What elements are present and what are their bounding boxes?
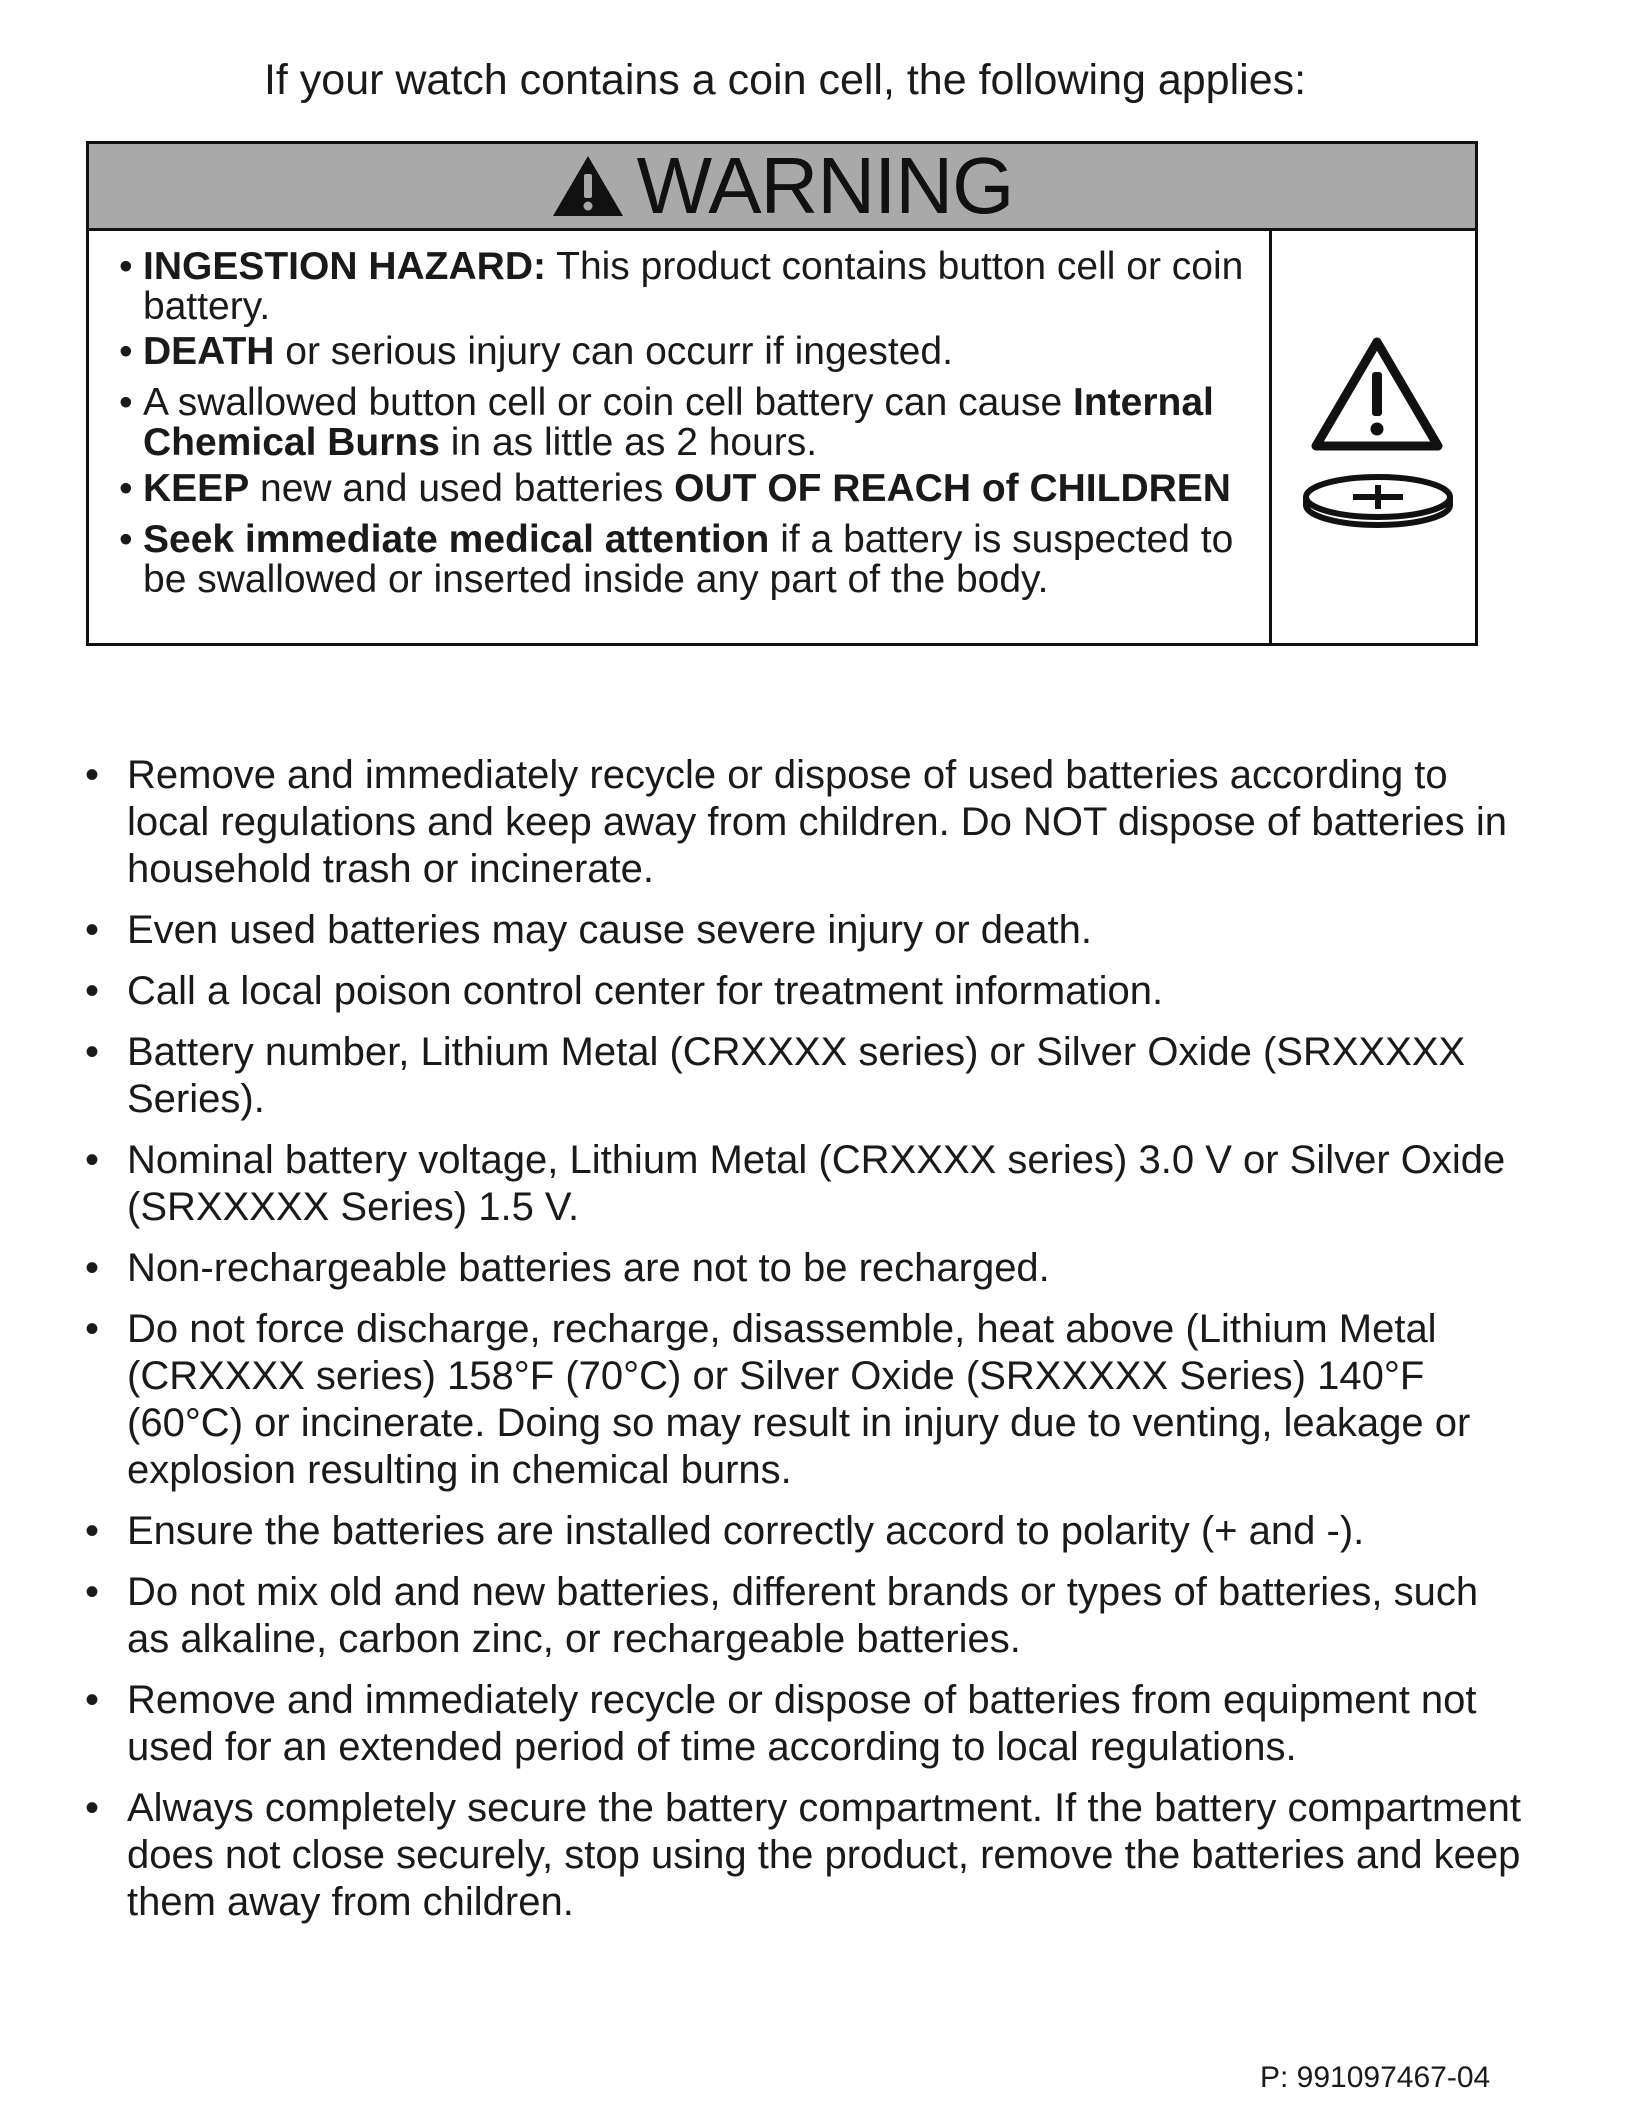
- warning-item-ingestion: • INGESTION HAZARD: This product contains button cell or coin battery.: [119, 245, 1244, 328]
- coin-battery-icon: [1301, 471, 1455, 529]
- list-item: • Battery number, Lithium Metal (CRXXXX series) or Silver Oxide (SRXXXXX Series).: [85, 1030, 1466, 1121]
- warning-title: WARNING: [636, 141, 1014, 230]
- warning-item-keep-away: • KEEP new and used batteries OUT OF REACH of CHILDREN: [119, 467, 1231, 510]
- list-item: • Non-rechargeable batteries are not to be recharged.: [85, 1246, 1050, 1290]
- battery-safety-list: [85, 752, 1525, 1940]
- list-item: • Remove and immediately recycle or dispose of batteries from equipment not used for an extended period of time according to local regulations.: [85, 1678, 1477, 1769]
- list-item: • Even used batteries may cause severe injury or death.: [85, 908, 1092, 952]
- list-item: • Ensure the batteries are installed correctly accord to polarity (+ and -).: [85, 1509, 1365, 1553]
- warning-box: [86, 141, 1478, 646]
- warning-item-medical-attention: • Seek immediate medical attention if a battery is suspected to be swallowed or inserted inside any part of the body.: [119, 518, 1234, 601]
- warning-item-death: • DEATH or serious injury can occurr if ingested.: [119, 330, 953, 373]
- list-item: • Do not force discharge, recharge, disassemble, heat above (Lithium Metal (CRXXXX series) 158°F (70°C) or Silver Oxide (SRXXXXX Series) 140°F (60°C) or incinerate. Doing so may result in injury due to venting, leakage or explosion resulting in chemical burns.: [85, 1307, 1471, 1492]
- list-item: • Nominal battery voltage, Lithium Metal (CRXXXX series) 3.0 V or Silver Oxide (SRXXXXX Series) 1.5 V.: [85, 1138, 1506, 1229]
- warning-icons: [1272, 231, 1475, 643]
- list-item: • Always completely secure the battery compartment. If the battery compartment does not close securely, stop using the product, remove the batteries and keep them away from children.: [85, 1786, 1521, 1924]
- list-item: • Do not mix old and new batteries, different brands or types of batteries, such as alkaline, carbon zinc, or rechargeable batteries.: [85, 1570, 1479, 1661]
- list-item: • Call a local poison control center for treatment information.: [85, 969, 1164, 1013]
- caution-outline-icon: [1310, 336, 1444, 454]
- warning-header: [89, 141, 1475, 231]
- part-number: P: 991097467-04: [1260, 2061, 1491, 2094]
- warning-triangle-icon: [551, 154, 625, 218]
- list-item: • Remove and immediately recycle or dispose of used batteries according to local regulations and keep away from children. Do NOT dispose of batteries in household trash or incinerate.: [85, 753, 1507, 891]
- warning-item-chemical-burns: • A swallowed button cell or coin cell battery can cause Internal Chemical Burns in as little as 2 hours.: [119, 381, 1214, 464]
- warning-list: [89, 231, 1272, 643]
- intro-text: If your watch contains a coin cell, the following applies:: [263, 56, 1307, 104]
